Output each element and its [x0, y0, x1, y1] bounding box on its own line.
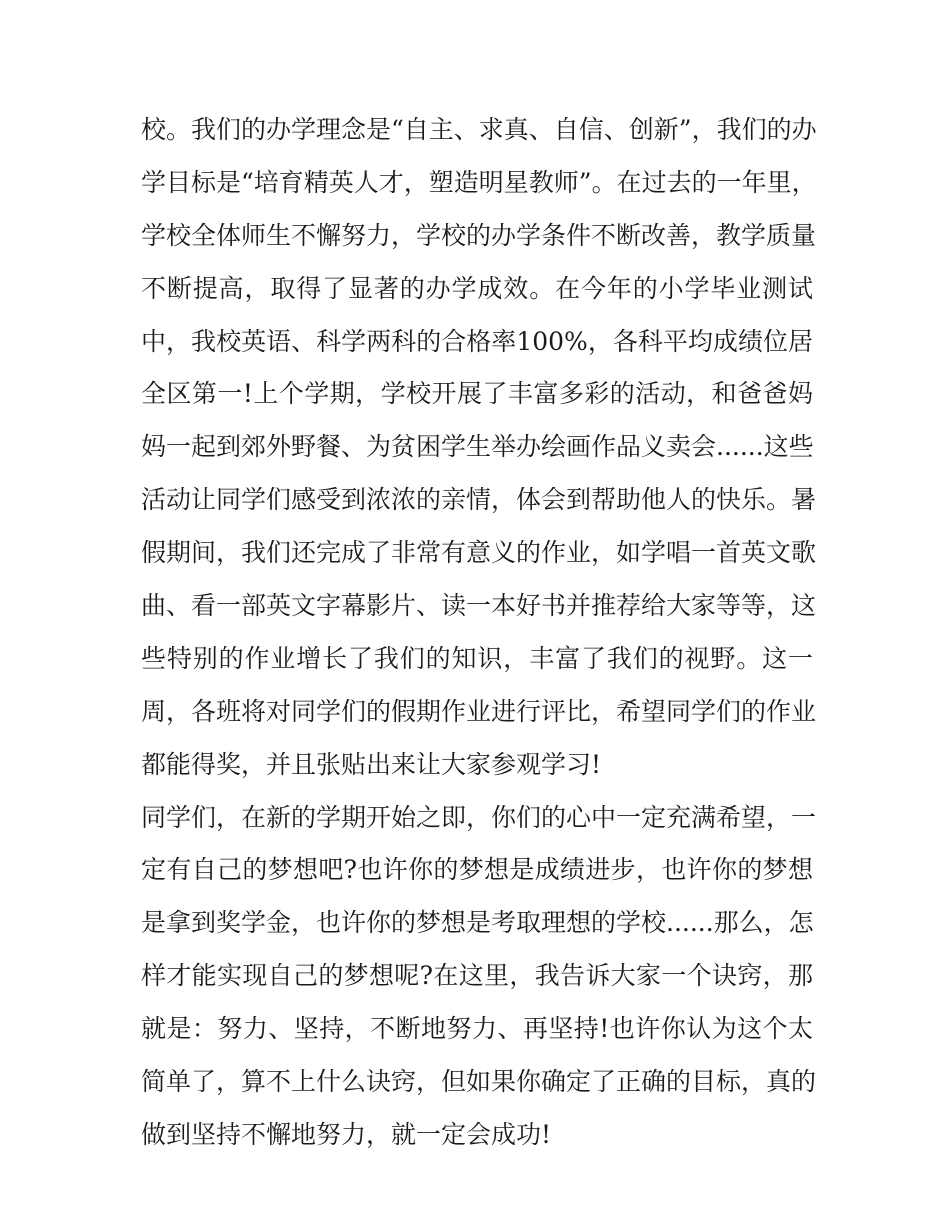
- paragraph-line: 全区第一!上个学期，学校开展了丰富多彩的活动，和爸爸妈: [141, 379, 813, 409]
- paragraph-1: [141, 104, 817, 792]
- paragraph-line: 不断提高，取得了显著的办学成效。在今年的小学毕业测试: [141, 273, 813, 303]
- paragraph-line: 做到坚持不懈地努力，就一定会成功!: [141, 1119, 552, 1149]
- document-body: [141, 104, 817, 1162]
- paragraph-line: 学校全体师生不懈努力，学校的办学条件不断改善，教学质量: [141, 220, 817, 250]
- paragraph-line: 同学们，在新的学期开始之即，你们的心中一定充满希望，一: [141, 802, 817, 832]
- paragraph-line: 校。我们的办学理念是“自主、求真、自信、创新”，我们的办: [141, 115, 817, 144]
- paragraph-line: 曲、看一部英文字幕影片、读一本好书并推荐给大家等等，这: [141, 591, 817, 621]
- paragraph-2: [141, 792, 817, 1162]
- paragraph-line: 定有自己的梦想吧?也许你的梦想是成绩进步，也许你的梦想: [141, 855, 813, 885]
- paragraph-line: 学目标是“培育精英人才，塑造明星教师”。在过去的一年里，: [141, 167, 817, 197]
- paragraph-line: 妈一起到郊外野餐、为贫困学生举办绘画作品义卖会......这些: [141, 432, 814, 462]
- paragraph-line: 周，各班将对同学们的假期作业进行评比，希望同学们的作业: [141, 696, 817, 726]
- paragraph-line: 中，我校英语、科学两科的合格率100%，各科平均成绩位居: [141, 326, 813, 356]
- paragraph-line: 些特别的作业增长了我们的知识，丰富了我们的视野。这一: [141, 643, 813, 673]
- paragraph-line: 活动让同学们感受到浓浓的亲情，体会到帮助他人的快乐。暑: [141, 485, 817, 515]
- paragraph-line: 简单了，算不上什么诀窍，但如果你确定了正确的目标，真的: [141, 1067, 817, 1097]
- paragraph-line: 都能得奖，并且张贴出来让大家参观学习!: [141, 749, 602, 779]
- paragraph-line: 是拿到奖学金，也许你的梦想是考取理想的学校......那么，怎: [141, 908, 814, 938]
- paragraph-line: 就是：努力、坚持，不断地努力、再坚持!也许你认为这个太: [141, 1014, 813, 1044]
- paragraph-line: 样才能实现自己的梦想呢?在这里，我告诉大家一个诀窍，那: [141, 961, 813, 991]
- paragraph-line: 假期间，我们还完成了非常有意义的作业，如学唱一首英文歌: [141, 538, 817, 568]
